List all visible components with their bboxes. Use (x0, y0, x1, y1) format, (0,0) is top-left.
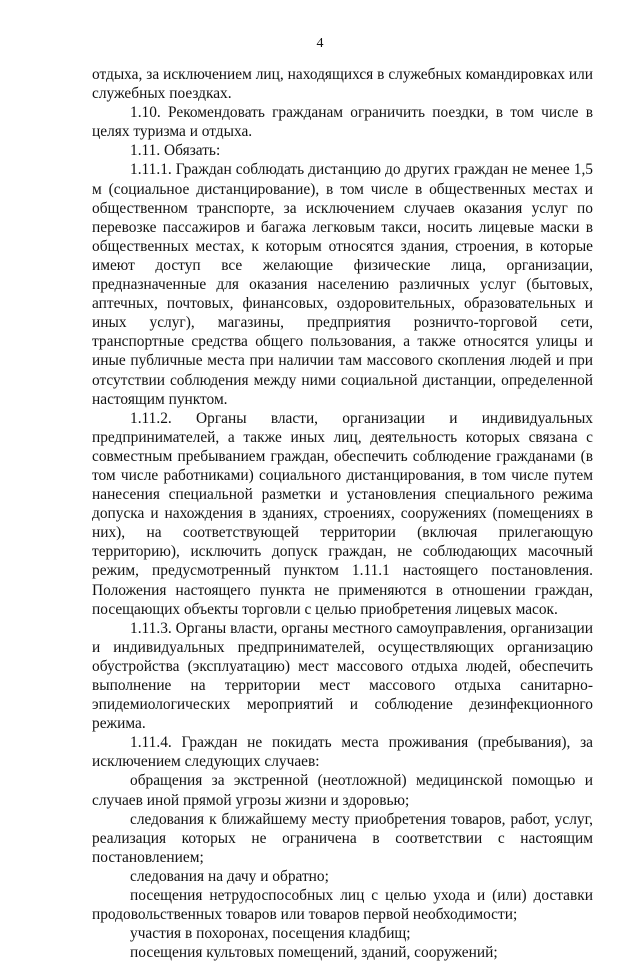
document-body (92, 65, 593, 962)
paragraph-1-11-1: 1.11.1. Граждан соблюдать дистанцию до других граждан не менее 1,5 м (социальное дистанцирование), в том числе в общественных местах и общественном транспорте, за исключением случаев оказания услуг по перевозке пассажиров и багажа легковым такси, носить лицевые маски в общественных местах, к которым относятся здания, строения, в которые имеют доступ все желающие физические лица, организации, предназначенные для оказания населению различных услуг (бытовых, аптечных, почтовых, финансовых, оздоровительных, образовательных и иных услуг), магазины, предприятия розничто-торговой сети, транспортные средства общего пользования, а также относятся улицы и иные публичные места при наличии там массового скопления людей и при отсутствии соблюдения между ними социальной дистанции, определенной настоящим пунктом. (92, 161, 593, 408)
paragraph-1-11-4: 1.11.4. Граждан не покидать места проживания (пребывания), за исключением следующих случаев: (92, 734, 593, 771)
paragraph-1-11-3: 1.11.3. Органы власти, органы местного самоуправления, организации и индивидуальных предпринимателей, осуществляющих организацию обустройства (эксплуатацию) мест массового отдыха людей, обеспечить выполнение на территории мест массового отдыха санитарно-эпидемиологических мероприятий и соблюдение дезинфекционного режима. (92, 619, 593, 733)
list-item-dacha: следования на дачу и обратно; (130, 867, 329, 885)
paragraph-continuation: отдыха, за исключением лиц, находящихся в служебных командировках или служебных поездках. (92, 66, 593, 103)
paragraph-1-11-2: 1.11.2. Органы власти, организации и индивидуальных предпринимателей, а также иных лиц, деятельность которых связана с совместным пребыванием граждан, обеспечить соблюдение гражданами (в том числе работниками) социального дистанцирования, в том числе путем нанесения специальной разметки и установления специального режима допуска и нахождения в зданиях, строениях, сооружениях (помещениях в них), на соответствующей территории (включая прилегающую территорию), исключить допуск граждан, не соблюдающих масочный режим, предусмотренный пунктом 1.11.1 настоящего постановления. Положения настоящего пункта не применяются в отношении граждан, посещающих объекты торговли с целью приобретения лицевых масок. (92, 409, 593, 618)
paragraph-1-11: 1.11. Обязать: (130, 142, 221, 160)
list-item-shopping: следования к ближайшему месту приобретения товаров, работ, услуг, реализация которых не ограничена в соответствии с настоящим постановлением; (92, 810, 593, 866)
list-item-worship: посещения культовых помещений, зданий, сооружений; (130, 944, 498, 962)
list-item-funeral: участия в похоронах, посещения кладбищ; (130, 925, 411, 943)
paragraph-1-10: 1.10. Рекомендовать гражданам ограничить поездки, в том числе в целях туризма и отдыха. (92, 104, 593, 141)
list-item-medical: обращения за экстренной (неотложной) медицинской помощью и случаев иной прямой угрозы жизни и здоровью; (92, 772, 593, 809)
list-item-care: посещения нетрудоспособных лиц с целью ухода и (или) доставки продовольственных товаров или товаров первой необходимости; (92, 887, 593, 924)
page-number: 4 (316, 36, 324, 51)
